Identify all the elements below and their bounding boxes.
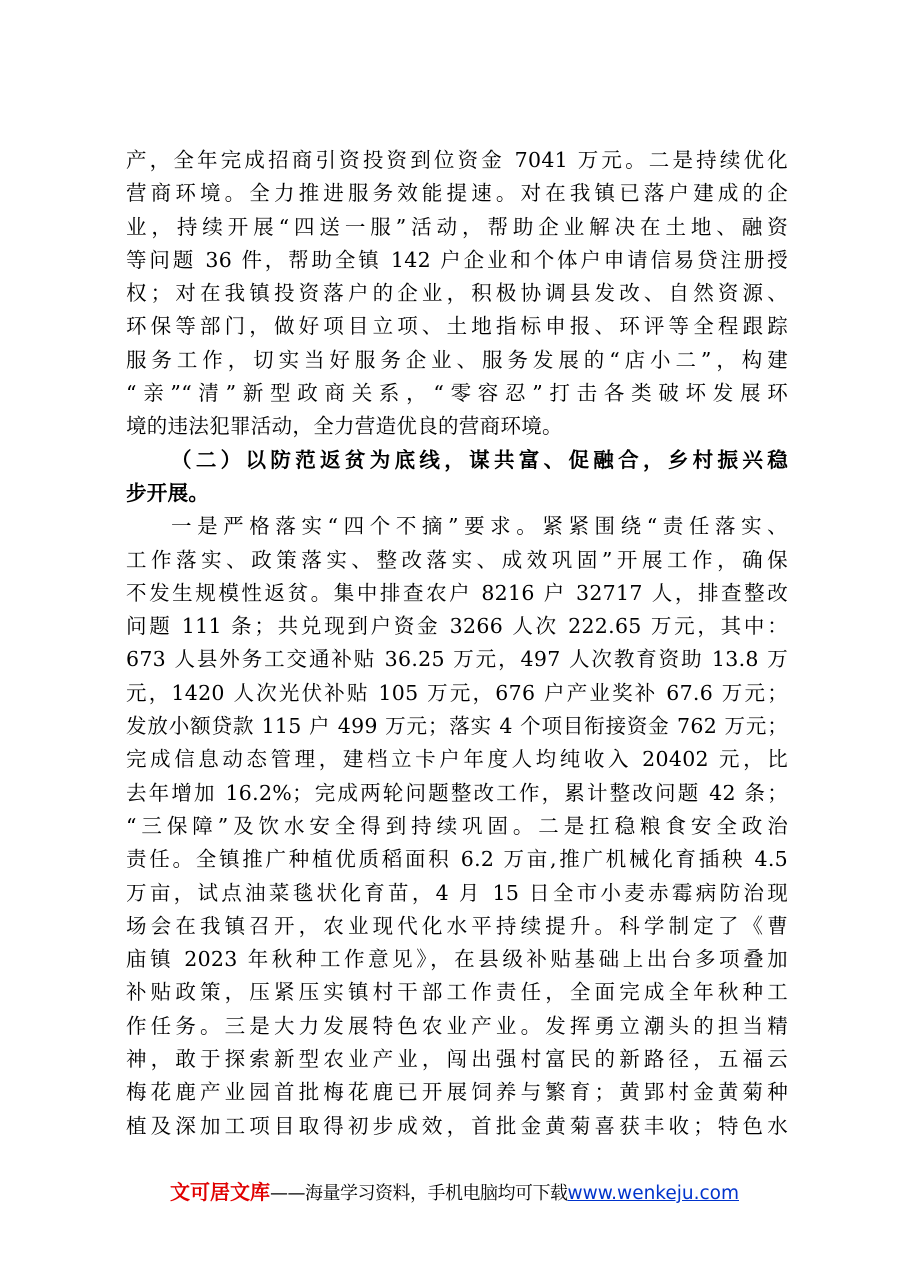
text-line: 梅花鹿产业园首批梅花鹿已开展饲养与繁育；黄郢村金黄菊种 <box>126 1080 788 1105</box>
text-line: 庙镇 2023 年秋种工作意见》，在县级补贴基础上出台多项叠加 <box>126 947 788 972</box>
footer-brand: 文可居文库 <box>169 1180 270 1204</box>
text-line: 环保等部门，做好项目立项、土地指标申报、环评等全程跟踪 <box>126 314 788 339</box>
text-line: 责任。全镇推广种植优质稻面积 6.2 万亩,推广机械化育插秧 4.5 <box>126 847 788 872</box>
text-line: 673 人县外务工交通补贴 36.25 万元，497 人次教育资助 13.8 万 <box>126 647 788 672</box>
text-line: 万亩，试点油菜毯状化育苗，4 月 15 日全市小麦赤霉病防治现 <box>126 880 788 905</box>
text-line: 场会在我镇召开，农业现代化水平持续提升。科学制定了《曹 <box>126 913 788 938</box>
text-line: 产，全年完成招商引资投资到位资金 7041 万元。二是持续优化 <box>126 148 788 172</box>
text-line: 问题 111 条；共兑现到户资金 3266 人次 222.65 万元，其中： <box>126 614 788 639</box>
text-line: 一是严格落实“四个不摘”要求。紧紧围绕“责任落实、 <box>171 514 788 539</box>
text-line: 等问题 36 件，帮助全镇 142 户企业和个体户申请信易贷注册授 <box>126 247 788 272</box>
text-line: “三保障”及饮水安全得到持续巩固。二是扛稳粮食安全政治 <box>126 813 788 838</box>
footer-site-link[interactable]: www.wenkeju.com <box>567 1183 739 1204</box>
text-line: “亲”“清”新型政商关系，“零容忍”打击各类破坏发展环 <box>126 381 788 406</box>
text-line: 业，持续开展“四送一服”活动，帮助企业解决在土地、融资 <box>126 214 788 239</box>
text-line: 不发生规模性返贫。集中排查农户 8216 户 32717 人，排查整改 <box>126 580 788 605</box>
text-line: 植及深加工项目取得初步成效，首批金黄菊喜获丰收；特色水 <box>126 1113 788 1138</box>
document-body <box>126 144 788 1143</box>
section-heading-line: 步开展。 <box>126 480 210 505</box>
text-line: 服务工作，切实当好服务企业、服务发展的“店小二”，构建 <box>126 347 788 372</box>
text-line: 作任务。三是大力发展特色农业产业。发挥勇立潮头的担当精 <box>126 1013 788 1038</box>
text-line: 工作落实、政策落实、整改落实、成效巩固”开展工作，确保 <box>126 547 788 572</box>
section-heading-line: （二）以防范返贫为底线，谋共富、促融合，乡村振兴稳 <box>171 447 788 472</box>
text-line: 神，敢于探索新型农业产业，闯出强村富民的新路径，五福云 <box>126 1047 788 1072</box>
text-line: 营商环境。全力推进服务效能提速。对在我镇已落户建成的企 <box>126 181 788 206</box>
footer-slogan: ——海量学习资料，手机电脑均可下载 <box>269 1183 568 1204</box>
text-line: 补贴政策，压紧压实镇村干部工作责任，全面完成全年秋种工 <box>126 980 788 1005</box>
text-line: 境的违法犯罪活动，全力营造优良的营商环境。 <box>126 414 563 439</box>
text-line: 发放小额贷款 115 户 499 万元；落实 4 个项目衔接资金 762 万元； <box>126 714 788 739</box>
text-line: 权；对在我镇投资落户的企业，积极协调县发改、自然资源、 <box>126 281 788 306</box>
text-line: 完成信息动态管理，建档立卡户年度人均纯收入 20402 元，比 <box>126 747 788 772</box>
footer-banner <box>0 1176 909 1205</box>
text-line: 去年增加 16.2%；完成两轮问题整改工作，累计整改问题 42 条； <box>126 780 788 805</box>
text-line: 元，1420 人次光伏补贴 105 万元，676 户产业奖补 67.6 万元； <box>126 680 788 705</box>
